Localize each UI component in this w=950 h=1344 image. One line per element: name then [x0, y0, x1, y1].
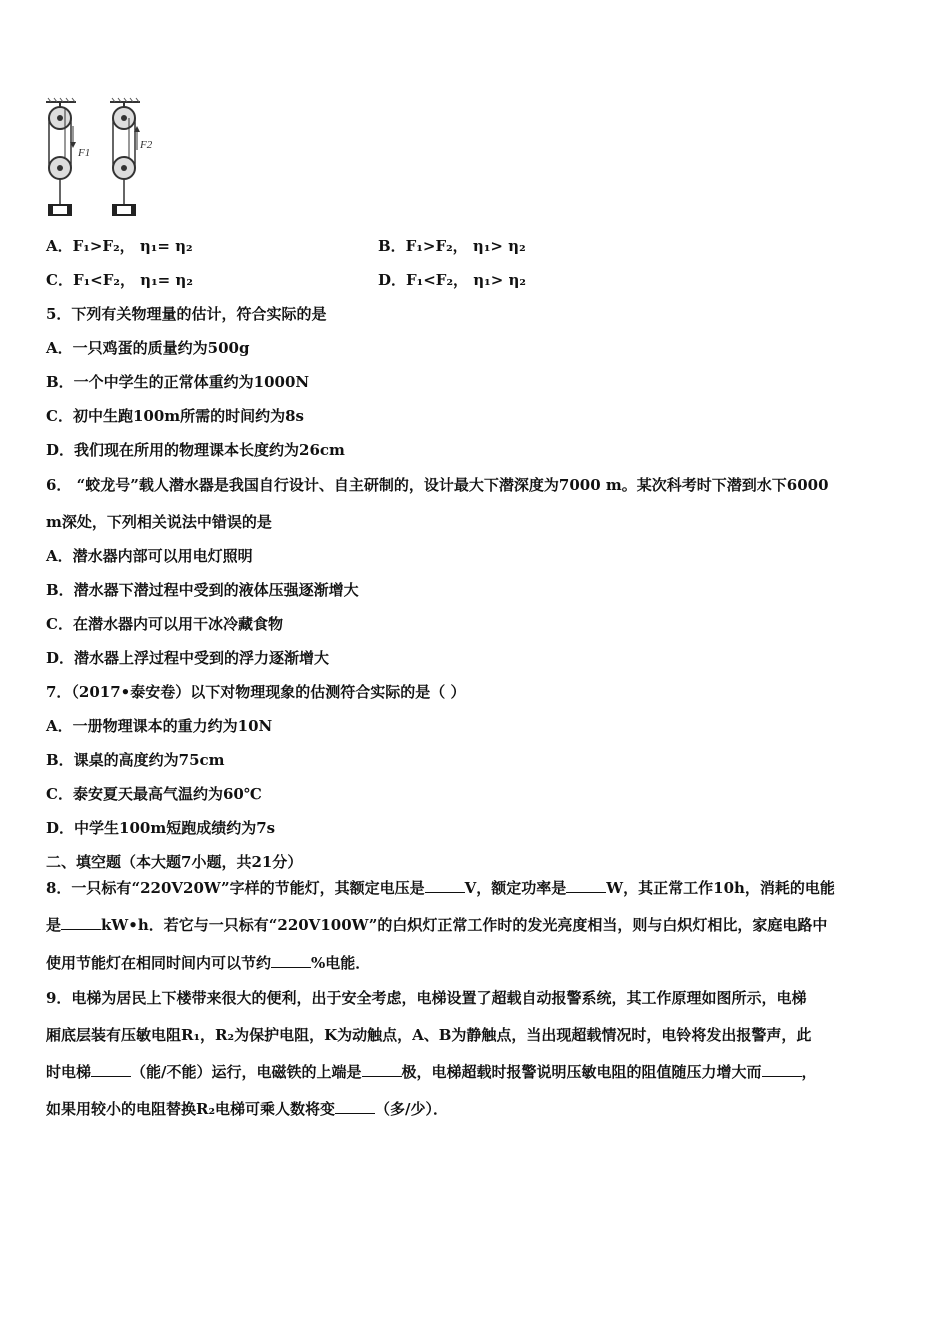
q8-blank-percent[interactable]: [271, 953, 311, 968]
q8-text-3b: %电能．: [311, 954, 371, 972]
q9-text-4b: （多/少）．: [375, 1100, 449, 1118]
q6-stem-line1: 6． “蛟龙号”载人潜水器是我国自行设计、自主研制的，设计最大下潜深度为7000 m。某次科考时下潜到水下6000: [46, 476, 829, 494]
q5-stem: 5．下列有关物理量的估计，符合实际的是: [46, 305, 327, 323]
q5-option-d: D．我们现在所用的物理课本长度约为26cm: [46, 441, 345, 459]
q6-option-c: C．在潜水器内可以用干冰冷藏食物: [46, 615, 283, 633]
pulley-figure: [40, 96, 160, 220]
q9-line1: 9．电梯为居民上下楼带来很大的便利，出于安全考虑，电梯设置了超载自动报警系统，其工作原理如图所示，电梯: [46, 989, 807, 1007]
q7-option-c: C．泰安夏天最高气温约为60℃: [46, 785, 262, 803]
f1-label: F1: [78, 147, 91, 159]
q9-blank-pole[interactable]: [362, 1062, 402, 1077]
q8-line2: [46, 915, 827, 935]
q9-blank-capacity[interactable]: [335, 1099, 375, 1114]
q8-text-3a: 使用节能灯在相同时间内可以节约: [46, 954, 272, 972]
q6-stem-line2: m深处，下列相关说法中错误的是: [46, 513, 272, 531]
q7-stem: 7．（2017•泰安卷）以下对物理现象的估测符合实际的是（ ）: [46, 683, 466, 701]
q6-option-a: A．潜水器内部可以用电灯照明: [46, 547, 253, 565]
q9-text-4a: 如果用较小的电阻替换R₂电梯可乘人数将变: [46, 1100, 336, 1118]
q9-blank-change[interactable]: [762, 1062, 802, 1077]
q9-text-3d: ，: [801, 1063, 817, 1081]
q4-option-d: D．F₁<F₂， η₁> η₂: [378, 271, 526, 289]
q8-blank-voltage[interactable]: [425, 878, 465, 893]
q5-option-a: A．一只鸡蛋的质量约为500g: [46, 339, 250, 357]
f2-label: F2: [140, 139, 153, 151]
q7-option-a: A．一册物理课本的重力约为10N: [46, 717, 273, 735]
q8-text-2a: 是: [46, 916, 62, 934]
section-heading: 二、填空题（本大题7小题，共21分）: [46, 853, 303, 871]
q5-option-b: B．一个中学生的正常体重约为1000N: [46, 373, 310, 391]
q4-option-a: A．F₁>F₂， η₁= η₂: [46, 237, 193, 255]
q9-text-3a: 时电梯: [46, 1063, 92, 1081]
q6-option-b: B．潜水器下潜过程中受到的液体压强逐渐增大: [46, 581, 359, 599]
pulley-diagram: [40, 96, 160, 220]
q8-blank-energy[interactable]: [61, 915, 101, 930]
q9-line2: 厢底层装有压敏电阻R₁，R₂为保护电阻，K为动触点，A、B为静触点，当出现超载情况时，电铃将发出报警声，此: [46, 1026, 812, 1044]
q7-option-b: B．课桌的高度约为75cm: [46, 751, 225, 769]
q9-line4: [46, 1099, 448, 1119]
q4-option-c: C．F₁<F₂， η₁= η₂: [46, 271, 193, 289]
q8-line3: [46, 953, 370, 973]
q8-text-1a: 8．一只标有“220V20W”字样的节能灯，其额定电压是: [46, 879, 425, 897]
q8-blank-power[interactable]: [566, 878, 606, 893]
q7-option-d: D．中学生100m短跑成绩约为7s: [46, 819, 276, 837]
q9-text-3c: 极，电梯超载时报警说明压敏电阻的阻值随压力增大而: [401, 1063, 762, 1081]
q8-text-2b: kW•h．若它与一只标有“220V100W”的白炽灯正常工作时的发光亮度相当，则与白炽灯相比，家庭电路中: [101, 916, 828, 934]
q5-option-c: C．初中生跑100m所需的时间约为8s: [46, 407, 305, 425]
q8-text-1c: W，其正常工作10h，消耗的电能: [606, 879, 835, 897]
q8-text-1b: V，额定功率是: [464, 879, 567, 897]
q8-line1: [46, 878, 835, 898]
q9-text-3b: （能/不能）运行，电磁铁的上端是: [131, 1063, 362, 1081]
q4-option-b: B．F₁>F₂， η₁> η₂: [378, 237, 526, 255]
q6-option-d: D．潜水器上浮过程中受到的浮力逐渐增大: [46, 649, 330, 667]
q9-blank-run[interactable]: [91, 1062, 131, 1077]
q9-line3: [46, 1062, 817, 1082]
